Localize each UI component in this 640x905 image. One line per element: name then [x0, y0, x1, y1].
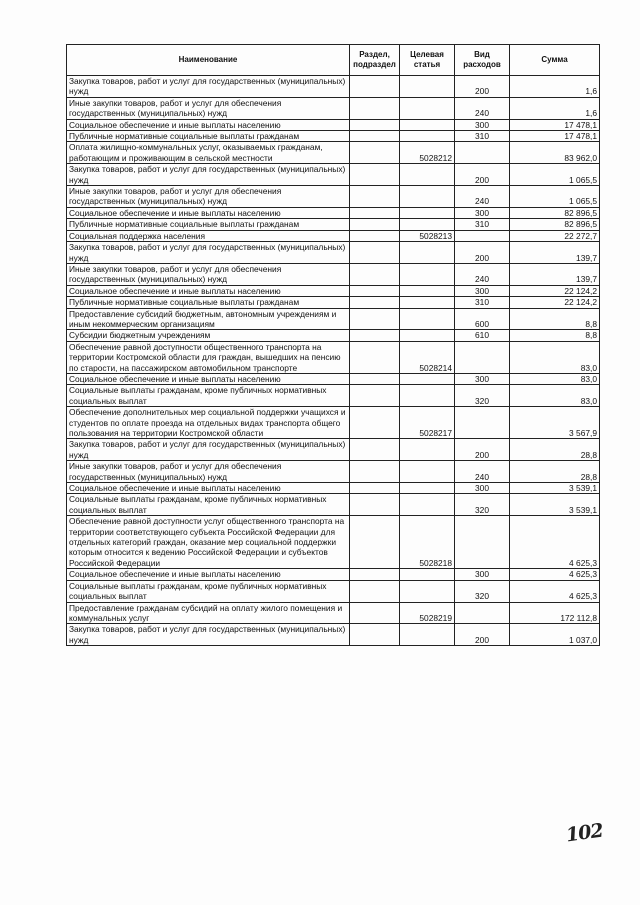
cell-name: Социальная поддержка населения: [67, 230, 350, 241]
cell-sum: 4 625,3: [510, 580, 600, 602]
table-row: [67, 602, 600, 624]
cell-section: [350, 373, 400, 384]
cell-name: Социальное обеспечение и иные выплаты населению: [67, 483, 350, 494]
cell-article: 5028212: [400, 142, 455, 164]
cell-name: Иные закупки товаров, работ и услуг для обеспечения государственных (муниципальных) нужд: [67, 186, 350, 208]
cell-article: [400, 494, 455, 516]
cell-sum: 1,6: [510, 76, 600, 98]
cell-name: Обеспечение дополнительных мер социальной поддержки учащихся и студентов по оплате проезда на отдельных видах транспорта общего пользования на территории Костромской области: [67, 407, 350, 439]
cell-section: [350, 219, 400, 230]
cell-name: Закупка товаров, работ и услуг для государственных (муниципальных) нужд: [67, 439, 350, 461]
cell-sum: 3 567,9: [510, 407, 600, 439]
table-row: [67, 330, 600, 341]
cell-name: Закупка товаров, работ и услуг для государственных (муниципальных) нужд: [67, 242, 350, 264]
cell-section: [350, 119, 400, 130]
cell-kind: [455, 407, 510, 439]
table-row: [67, 373, 600, 384]
cell-article: [400, 483, 455, 494]
cell-name: Предоставление субсидий бюджетным, автономным учреждениям и иным некоммерческим организациям: [67, 308, 350, 330]
cell-article: [400, 164, 455, 186]
table-row: [67, 263, 600, 285]
cell-section: [350, 407, 400, 439]
cell-section: [350, 439, 400, 461]
cell-sum: 4 625,3: [510, 516, 600, 569]
cell-article: 5028214: [400, 341, 455, 373]
cell-name: Социальное обеспечение и иные выплаты населению: [67, 373, 350, 384]
cell-kind: 240: [455, 461, 510, 483]
cell-name: Закупка товаров, работ и услуг для государственных (муниципальных) нужд: [67, 76, 350, 98]
table-row: [67, 569, 600, 580]
cell-section: [350, 242, 400, 264]
table-row: [67, 131, 600, 142]
cell-sum: 3 539,1: [510, 494, 600, 516]
cell-sum: 3 539,1: [510, 483, 600, 494]
cell-article: [400, 97, 455, 119]
cell-section: [350, 230, 400, 241]
cell-article: [400, 76, 455, 98]
cell-sum: 82 896,5: [510, 207, 600, 218]
cell-section: [350, 76, 400, 98]
cell-article: [400, 439, 455, 461]
table-row: [67, 285, 600, 296]
cell-section: [350, 569, 400, 580]
table-row: [67, 580, 600, 602]
cell-name: Социальное обеспечение и иные выплаты населению: [67, 285, 350, 296]
table-row: [67, 494, 600, 516]
cell-name: Иные закупки товаров, работ и услуг для обеспечения государственных (муниципальных) нужд: [67, 97, 350, 119]
cell-kind: 320: [455, 494, 510, 516]
cell-kind: 600: [455, 308, 510, 330]
table-row: [67, 461, 600, 483]
cell-section: [350, 297, 400, 308]
cell-article: [400, 308, 455, 330]
cell-name: Обеспечение равной доступности общественного транспорта на территории Костромской области для граждан, вышедших на пенсию по старости, на пассажирском автомобильном транспорте: [67, 341, 350, 373]
cell-name: Закупка товаров, работ и услуг для государственных (муниципальных) нужд: [67, 164, 350, 186]
cell-article: [400, 285, 455, 296]
cell-kind: [455, 602, 510, 624]
cell-sum: 1 065,5: [510, 164, 600, 186]
cell-sum: 28,8: [510, 439, 600, 461]
cell-sum: 8,8: [510, 330, 600, 341]
cell-section: [350, 285, 400, 296]
cell-section: [350, 97, 400, 119]
cell-section: [350, 580, 400, 602]
cell-sum: 8,8: [510, 308, 600, 330]
cell-section: [350, 483, 400, 494]
table-row: [67, 97, 600, 119]
cell-article: [400, 569, 455, 580]
cell-kind: 200: [455, 439, 510, 461]
cell-article: 5028213: [400, 230, 455, 241]
table-row: [67, 164, 600, 186]
cell-sum: 4 625,3: [510, 569, 600, 580]
table-row: [67, 439, 600, 461]
table-row: [67, 341, 600, 373]
cell-kind: [455, 230, 510, 241]
cell-sum: 17 478,1: [510, 119, 600, 130]
cell-sum: 22 124,2: [510, 285, 600, 296]
cell-kind: 300: [455, 569, 510, 580]
table-row: [67, 483, 600, 494]
cell-name: Публичные нормативные социальные выплаты гражданам: [67, 131, 350, 142]
table-body: [67, 76, 600, 646]
cell-article: [400, 207, 455, 218]
cell-sum: 83,0: [510, 385, 600, 407]
cell-section: [350, 624, 400, 646]
table-row: [67, 407, 600, 439]
cell-kind: 310: [455, 219, 510, 230]
cell-kind: 320: [455, 580, 510, 602]
cell-name: Социальные выплаты гражданам, кроме публичных нормативных социальных выплат: [67, 385, 350, 407]
cell-sum: 17 478,1: [510, 131, 600, 142]
cell-kind: [455, 516, 510, 569]
cell-article: 5028218: [400, 516, 455, 569]
cell-name: Публичные нормативные социальные выплаты гражданам: [67, 219, 350, 230]
cell-article: [400, 131, 455, 142]
header-article: Целевая статья: [400, 45, 455, 76]
cell-kind: 200: [455, 242, 510, 264]
cell-article: [400, 297, 455, 308]
cell-kind: 300: [455, 119, 510, 130]
table-row: [67, 624, 600, 646]
table-row: [67, 230, 600, 241]
cell-section: [350, 186, 400, 208]
cell-kind: 310: [455, 131, 510, 142]
table-row: [67, 76, 600, 98]
cell-sum: 172 112,8: [510, 602, 600, 624]
cell-sum: 1,6: [510, 97, 600, 119]
header-sum: Сумма: [510, 45, 600, 76]
cell-article: [400, 373, 455, 384]
cell-sum: 1 037,0: [510, 624, 600, 646]
cell-section: [350, 602, 400, 624]
cell-article: 5028217: [400, 407, 455, 439]
cell-name: Иные закупки товаров, работ и услуг для обеспечения государственных (муниципальных) нужд: [67, 263, 350, 285]
cell-kind: 300: [455, 373, 510, 384]
table-row: [67, 385, 600, 407]
cell-section: [350, 385, 400, 407]
cell-sum: 83 962,0: [510, 142, 600, 164]
cell-article: 5028219: [400, 602, 455, 624]
table-row: [67, 186, 600, 208]
cell-section: [350, 341, 400, 373]
cell-sum: 83,0: [510, 373, 600, 384]
cell-section: [350, 207, 400, 218]
cell-article: [400, 385, 455, 407]
cell-kind: 240: [455, 186, 510, 208]
cell-article: [400, 219, 455, 230]
cell-name: Иные закупки товаров, работ и услуг для обеспечения государственных (муниципальных) нужд: [67, 461, 350, 483]
cell-article: [400, 119, 455, 130]
table-row: [67, 242, 600, 264]
cell-sum: 22 272,7: [510, 230, 600, 241]
cell-article: [400, 624, 455, 646]
cell-section: [350, 494, 400, 516]
cell-section: [350, 164, 400, 186]
cell-section: [350, 308, 400, 330]
cell-section: [350, 461, 400, 483]
cell-article: [400, 330, 455, 341]
cell-kind: 200: [455, 76, 510, 98]
cell-name: Социальное обеспечение и иные выплаты населению: [67, 119, 350, 130]
cell-name: Социальное обеспечение и иные выплаты населению: [67, 569, 350, 580]
cell-name: Социальное обеспечение и иные выплаты населению: [67, 207, 350, 218]
budget-table: [66, 44, 600, 646]
cell-sum: 1 065,5: [510, 186, 600, 208]
cell-article: [400, 263, 455, 285]
page-number: 102: [564, 819, 605, 847]
cell-sum: 139,7: [510, 242, 600, 264]
cell-kind: 610: [455, 330, 510, 341]
cell-name: Социальные выплаты гражданам, кроме публичных нормативных социальных выплат: [67, 580, 350, 602]
cell-section: [350, 263, 400, 285]
cell-name: Обеспечение равной доступности услуг общественного транспорта на территории соответствующего субъекта Российской Федерации для отдельных категорий граждан, оказание мер социальной поддержки которым относится к ведению Российской Федерации и субъектов Российской Федерации: [67, 516, 350, 569]
cell-kind: 310: [455, 297, 510, 308]
cell-article: [400, 461, 455, 483]
cell-kind: 300: [455, 285, 510, 296]
cell-sum: 28,8: [510, 461, 600, 483]
table-row: [67, 207, 600, 218]
header-section: Раздел, подраздел: [350, 45, 400, 76]
cell-section: [350, 516, 400, 569]
cell-sum: 83,0: [510, 341, 600, 373]
cell-name: Предоставление гражданам субсидий на оплату жилого помещения и коммунальных услуг: [67, 602, 350, 624]
table-row: [67, 516, 600, 569]
cell-name: Социальные выплаты гражданам, кроме публичных нормативных социальных выплат: [67, 494, 350, 516]
cell-kind: [455, 341, 510, 373]
cell-sum: 139,7: [510, 263, 600, 285]
cell-article: [400, 186, 455, 208]
header-name: Наименование: [67, 45, 350, 76]
cell-kind: 200: [455, 164, 510, 186]
cell-kind: 240: [455, 97, 510, 119]
cell-section: [350, 330, 400, 341]
cell-article: [400, 580, 455, 602]
cell-sum: 82 896,5: [510, 219, 600, 230]
cell-article: [400, 242, 455, 264]
cell-kind: 240: [455, 263, 510, 285]
table-row: [67, 119, 600, 130]
cell-name: Субсидии бюджетным учреждениям: [67, 330, 350, 341]
cell-sum: 22 124,2: [510, 297, 600, 308]
cell-name: Публичные нормативные социальные выплаты гражданам: [67, 297, 350, 308]
cell-kind: 200: [455, 624, 510, 646]
cell-name: Оплата жилищно-коммунальных услуг, оказываемых гражданам, работающим и проживающим в сельской местности: [67, 142, 350, 164]
table-row: [67, 308, 600, 330]
table-row: [67, 142, 600, 164]
table-row: [67, 219, 600, 230]
header-kind: Вид расходов: [455, 45, 510, 76]
cell-section: [350, 131, 400, 142]
table-row: [67, 297, 600, 308]
cell-section: [350, 142, 400, 164]
cell-kind: [455, 142, 510, 164]
cell-kind: 320: [455, 385, 510, 407]
table-header-row: [67, 45, 600, 76]
cell-name: Закупка товаров, работ и услуг для государственных (муниципальных) нужд: [67, 624, 350, 646]
cell-kind: 300: [455, 207, 510, 218]
cell-kind: 300: [455, 483, 510, 494]
